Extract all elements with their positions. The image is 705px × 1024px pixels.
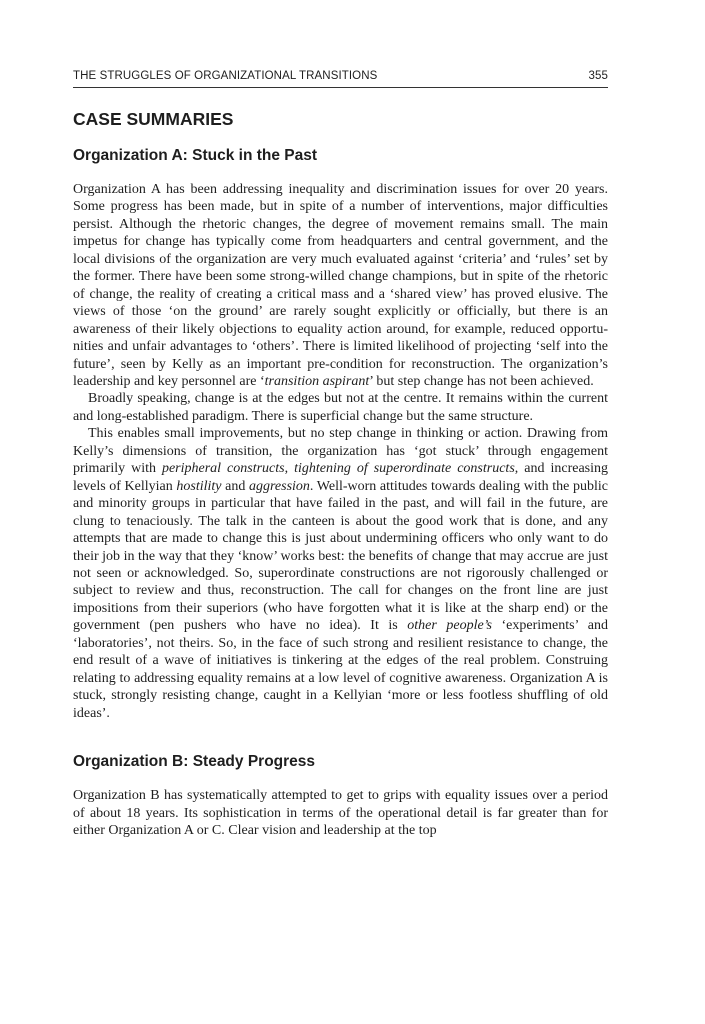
text-run: , and increasing levels of Kellyian bbox=[73, 461, 608, 494]
org-a-heading: Organization A: Stuck in the Past bbox=[73, 147, 318, 164]
section-title: CASE SUMMARIES bbox=[73, 109, 234, 129]
page bbox=[73, 66, 608, 839]
text-run: and bbox=[221, 478, 249, 494]
emphasis-run: aggression bbox=[248, 478, 310, 494]
running-head bbox=[73, 66, 608, 88]
emphasis-run: peripheral constructs bbox=[161, 461, 285, 477]
emphasis-run: hostility bbox=[176, 478, 222, 494]
org-b-paragraph-1: Organization B has systematically attempted to get to grips with equality issues over a period of about 18 years. Its sophistication in terms of the operational detail is far greater than for either Organization A or C. Clear vision and leadership at the top bbox=[73, 788, 608, 838]
text-run: . Well-worn attitudes towards dealing with the public and minority groups in particular that have failed in the past, and will fail in the future, are clung to tenaciously. The talk in the canteen is about the good work that is done, and any attempts that are made to change this is just about undermining officers who only want to do their job in the way that they ‘know’ works best: the benefits of change that may accrue are just not seen or acknowledged. So, superordinate constructions are not rigorously challenged or subject to review and thus, reconstruction. The call for changes on the front line are just impositions from their superiors (who have forgotten what it is like at the sharp end) or the government (pen pushers who have no idea). It is bbox=[73, 478, 608, 634]
emphasis-run: tightening of superordinate constructs bbox=[294, 461, 515, 477]
org-a-paragraph-2: Broadly speaking, change is at the edges but not at the centre. It remains within the current and long-established paradigm. There is superficial change but the same structure. bbox=[73, 391, 608, 424]
org-a-paragraph-3 bbox=[73, 425, 608, 722]
page-number: 355 bbox=[588, 70, 608, 82]
org-a-paragraph-1 bbox=[73, 181, 608, 390]
text-run: ’ but step change has not been achieved. bbox=[369, 373, 594, 389]
org-b-heading: Organization B: Steady Progress bbox=[73, 753, 316, 771]
text-run: Organization A has been addressing inequality and discrimination issues for over 20 years. Some progress has been made, but in spite of a number of interventions, major difficulties persist. Although the rhetoric changes, the degree of movement remains small. The main impetus for change has typically come from headquarters and central government, and the local divisions of the organization are very much evaluated against ‘criteria’ and ‘rules’ set by the former. There have been some strong-willed change champions, but in spite of the rhetoric of change, the reality of creating a critical mass and a ‘shared view’ has proved elusive. The views of those ‘on the ground’ are rarely sought explicitly or officially, but there is an awareness of their likely objections to equality action around, for example, reduced opportunities and unfair advantages to ‘others’. There is limited likelihood of projecting ‘self into the future’, seen by Kelly as an important pre-condition for reconstruction. The organization’s leadership and key personnel are ‘ bbox=[73, 182, 608, 389]
emphasis-run: transition aspirant bbox=[264, 373, 370, 389]
text-run: ‘experiments’ and ‘laboratories’, not theirs. So, in the face of such strong and resilient resistance to change, the end result of a wave of initiatives is tinkering at the edges of the real problem. Construing relating to addressing equality remains at a low level of cognitive awareness. Organization A is stuck, strongly resisting change, caught in a Kellyian ‘more or less footless shuffling of old ideas’. bbox=[73, 618, 608, 721]
text-run: , bbox=[284, 461, 295, 477]
text-run: This enables small improvements, but no step change in thinking or action. Drawing from Kelly’s dimensions of transition, the organization has ‘got stuck’ through engagement primarily with bbox=[73, 426, 608, 477]
running-head-title: THE STRUGGLES OF ORGANIZATIONAL TRANSITIONS bbox=[73, 70, 378, 82]
emphasis-run: other people’s bbox=[407, 618, 492, 634]
